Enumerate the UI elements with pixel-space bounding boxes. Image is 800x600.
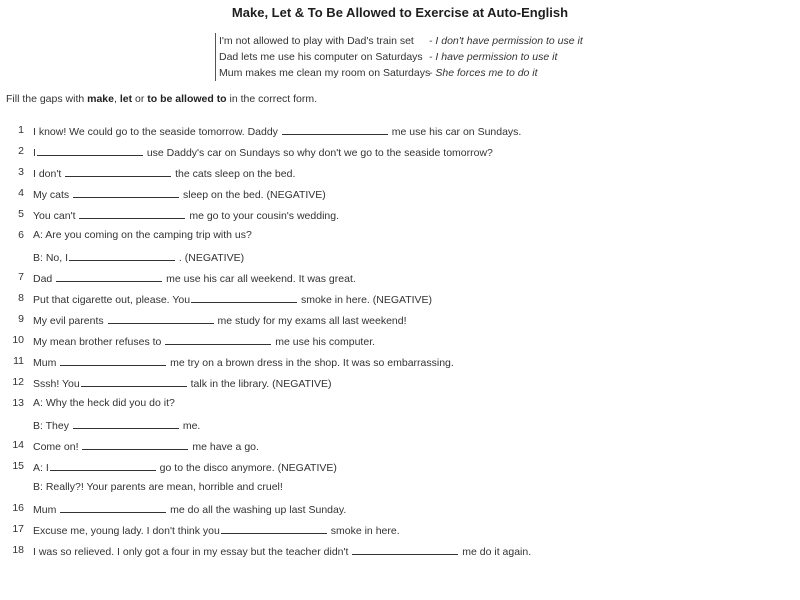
example-sentence: Mum makes me clean my room on Saturdays bbox=[219, 67, 431, 79]
item-text-before: I know! We could go to the seaside tomorrow. Daddy bbox=[33, 126, 281, 138]
item-number: 8 bbox=[18, 292, 24, 304]
item-text-before: Mum bbox=[33, 504, 60, 516]
example-sentence: I'm not allowed to play with Dad's train set bbox=[219, 35, 414, 47]
example-row bbox=[219, 65, 583, 81]
instruction-post: in the correct form. bbox=[226, 93, 318, 105]
item-text-before: My evil parents bbox=[33, 315, 107, 327]
item-text-before: Dad bbox=[33, 273, 56, 285]
item-text-before: A: I bbox=[33, 462, 49, 474]
item-text bbox=[33, 186, 326, 207]
answer-gap[interactable] bbox=[191, 291, 297, 303]
item-text-after: me use his car all weekend. It was great. bbox=[163, 273, 356, 285]
item-text-before: Sssh! You bbox=[33, 378, 80, 390]
exercise-list bbox=[0, 123, 800, 564]
example-meaning: - I have permission to use it bbox=[429, 51, 558, 63]
item-text-before: Excuse me, young lady. I don't think you bbox=[33, 525, 220, 537]
item-text-after: talk in the library. (NEGATIVE) bbox=[187, 378, 332, 390]
item-text bbox=[33, 165, 295, 186]
item-number: 4 bbox=[18, 187, 24, 199]
answer-gap[interactable] bbox=[60, 354, 166, 366]
keyword-let: let bbox=[119, 93, 133, 105]
item-number: 16 bbox=[12, 502, 24, 514]
page-title: Make, Let & To Be Allowed to Exercise at Auto-English bbox=[231, 5, 569, 20]
exercise-item bbox=[0, 270, 800, 291]
item-number: 5 bbox=[18, 208, 24, 220]
exercise-item bbox=[0, 501, 800, 522]
exercise-item bbox=[0, 459, 800, 480]
item-number: 17 bbox=[12, 523, 24, 535]
item-text bbox=[33, 207, 339, 228]
item-text-before: I bbox=[33, 147, 36, 159]
keyword-make: make bbox=[87, 93, 114, 105]
item-text-before: Come on! bbox=[33, 441, 82, 453]
exercise-item bbox=[0, 543, 800, 564]
example-meaning: - I don't have permission to use it bbox=[429, 35, 583, 47]
item-text-before: Put that cigarette out, please. You bbox=[33, 294, 191, 306]
item-text-after: smoke in here. (NEGATIVE) bbox=[298, 294, 433, 306]
item-text-after: me. bbox=[179, 420, 201, 432]
item-text-before: B: Really?! Your parents are mean, horrible and cruel! bbox=[33, 481, 283, 493]
answer-gap[interactable] bbox=[56, 270, 162, 282]
example-meaning: - She forces me to do it bbox=[429, 67, 538, 79]
item-text bbox=[33, 228, 252, 249]
exercise-item bbox=[0, 333, 800, 354]
exercise-item bbox=[0, 312, 800, 333]
item-number: 11 bbox=[13, 355, 24, 367]
item-text bbox=[33, 501, 346, 522]
item-text-after: me study for my exams all last weekend! bbox=[214, 315, 407, 327]
item-number: 15 bbox=[12, 460, 24, 472]
item-text-after: me use his car on Sundays. bbox=[388, 126, 522, 138]
exercise-item bbox=[0, 123, 800, 144]
instruction-pre: Fill the gaps with bbox=[6, 93, 88, 105]
item-text-after: me go to your cousin's wedding. bbox=[186, 210, 339, 222]
answer-gap[interactable] bbox=[165, 333, 271, 345]
answer-gap[interactable] bbox=[50, 459, 156, 471]
item-text bbox=[33, 354, 454, 375]
item-text-before: B: No, I bbox=[33, 252, 69, 264]
item-text bbox=[33, 438, 259, 459]
item-number: 2 bbox=[18, 145, 24, 157]
item-text bbox=[33, 522, 400, 543]
item-text-after: smoke in here. bbox=[327, 525, 400, 537]
exercise-item bbox=[0, 186, 800, 207]
item-text-after: me use his computer. bbox=[272, 336, 376, 348]
item-text-after: me do it again. bbox=[459, 546, 532, 558]
exercise-item bbox=[0, 522, 800, 543]
item-text bbox=[33, 249, 244, 270]
examples-box bbox=[215, 33, 583, 81]
item-text bbox=[33, 375, 331, 396]
instruction-sep: or bbox=[132, 93, 148, 105]
item-text bbox=[33, 291, 432, 312]
exercise-item bbox=[0, 291, 800, 312]
answer-gap[interactable] bbox=[282, 123, 388, 135]
exercise-item bbox=[0, 396, 800, 417]
item-text-after: . (NEGATIVE) bbox=[176, 252, 245, 264]
answer-gap[interactable] bbox=[79, 207, 185, 219]
answer-gap[interactable] bbox=[60, 501, 166, 513]
exercise-item bbox=[0, 354, 800, 375]
item-text bbox=[33, 270, 356, 291]
answer-gap[interactable] bbox=[81, 375, 187, 387]
item-text-before: You can't bbox=[33, 210, 79, 222]
item-number: 7 bbox=[18, 271, 24, 283]
item-number: 13 bbox=[12, 397, 24, 409]
item-text-after: me do all the washing up last Sunday. bbox=[167, 504, 347, 516]
item-text-after: the cats sleep on the bed. bbox=[172, 168, 296, 180]
example-row bbox=[219, 49, 583, 65]
item-text-before: B: They bbox=[33, 420, 72, 432]
exercise-item bbox=[0, 480, 800, 501]
item-text-before: My mean brother refuses to bbox=[33, 336, 165, 348]
exercise-item bbox=[0, 228, 800, 249]
item-number: 18 bbox=[12, 544, 24, 556]
exercise-item bbox=[0, 375, 800, 396]
item-text bbox=[33, 144, 493, 165]
answer-gap[interactable] bbox=[352, 543, 458, 555]
item-text-after: me try on a brown dress in the shop. It was so embarrassing. bbox=[167, 357, 454, 369]
item-text bbox=[33, 417, 200, 438]
item-text-before: A: Why the heck did you do it? bbox=[33, 397, 175, 409]
item-number: 14 bbox=[12, 439, 24, 451]
item-text bbox=[33, 312, 407, 333]
item-number: 10 bbox=[12, 334, 24, 346]
item-text bbox=[33, 396, 175, 417]
exercise-item bbox=[0, 417, 800, 438]
item-text-after: sleep on the bed. (NEGATIVE) bbox=[180, 189, 326, 201]
item-text bbox=[33, 123, 521, 144]
item-text-before: I was so relieved. I only got a four in my essay but the teacher didn't bbox=[33, 546, 352, 558]
item-text-after: go to the disco anymore. (NEGATIVE) bbox=[156, 462, 337, 474]
keyword-allowed: to be allowed to bbox=[147, 93, 227, 105]
item-number: 9 bbox=[18, 313, 24, 325]
answer-gap[interactable] bbox=[37, 144, 143, 156]
item-number: 3 bbox=[18, 166, 24, 178]
answer-gap[interactable] bbox=[69, 249, 175, 261]
exercise-item bbox=[0, 438, 800, 459]
item-number: 12 bbox=[12, 376, 24, 388]
answer-gap[interactable] bbox=[221, 522, 327, 534]
item-text-after: use Daddy's car on Sundays so why don't we go to the seaside tomorrow? bbox=[143, 147, 493, 159]
answer-gap[interactable] bbox=[73, 417, 179, 429]
item-text bbox=[33, 543, 531, 564]
answer-gap[interactable] bbox=[65, 165, 171, 177]
instruction-text bbox=[6, 93, 317, 105]
item-text-before: A: Are you coming on the camping trip with us? bbox=[33, 229, 252, 241]
example-row bbox=[219, 33, 583, 49]
instruction-sep: , bbox=[113, 93, 120, 105]
item-text bbox=[33, 480, 283, 501]
example-sentence: Dad lets me use his computer on Saturdays bbox=[219, 51, 423, 63]
item-text bbox=[33, 333, 375, 354]
exercise-item bbox=[0, 165, 800, 186]
exercise-item bbox=[0, 249, 800, 270]
item-text bbox=[33, 459, 337, 480]
exercise-item bbox=[0, 144, 800, 165]
item-number: 6 bbox=[18, 229, 24, 241]
item-text-before: My cats bbox=[33, 189, 73, 201]
item-text-before: Mum bbox=[33, 357, 60, 369]
answer-gap[interactable] bbox=[108, 312, 214, 324]
answer-gap[interactable] bbox=[82, 438, 188, 450]
item-text-before: I don't bbox=[33, 168, 65, 180]
answer-gap[interactable] bbox=[73, 186, 179, 198]
exercise-item bbox=[0, 207, 800, 228]
item-number: 1 bbox=[18, 124, 24, 136]
item-text-after: me have a go. bbox=[189, 441, 259, 453]
